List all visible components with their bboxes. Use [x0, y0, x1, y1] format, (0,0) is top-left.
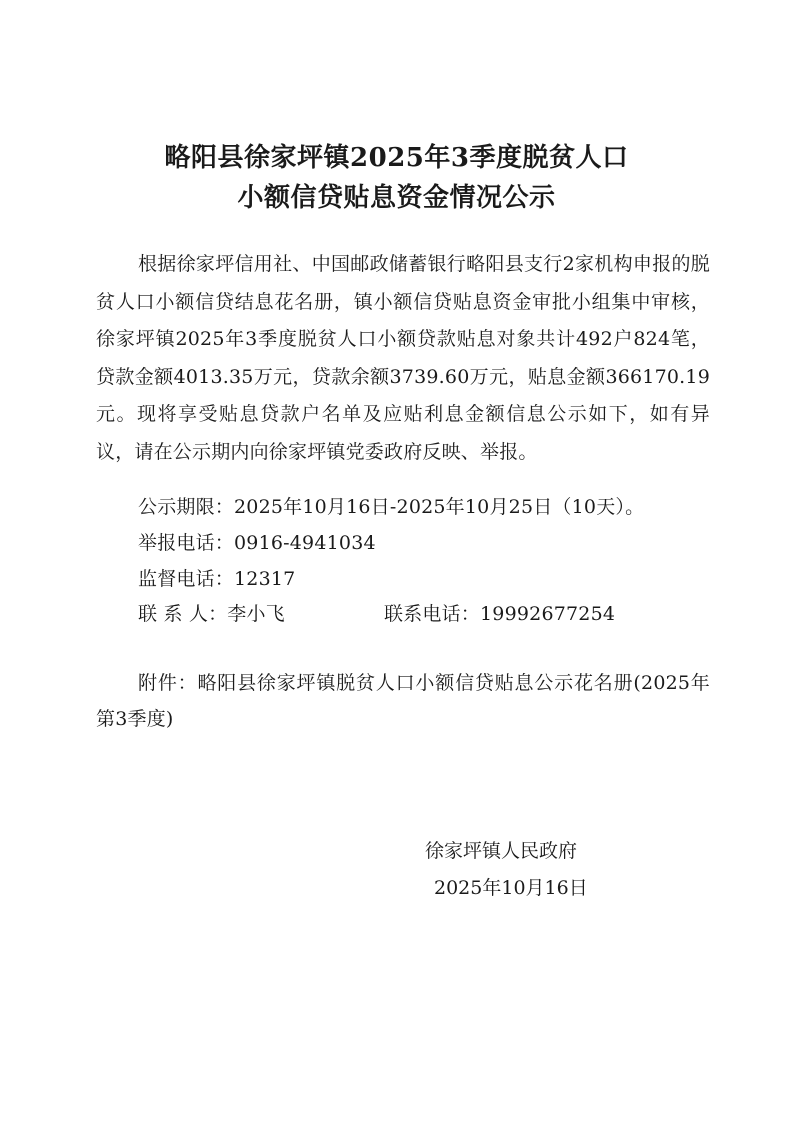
contact-phone: 联系电话：19992677254	[384, 603, 616, 625]
document-title-line-1: 略阳县徐家坪镇2025年3季度脱贫人口	[164, 143, 629, 173]
attachment-note: 附件：略阳县徐家坪镇脱贫人口小额信贷贴息公示花名册(2025年第3季度)	[96, 672, 710, 730]
supervision-phone: 监督电话：12317	[138, 568, 296, 590]
signature-organization: 徐家坪镇人民政府	[425, 840, 578, 862]
contact-person: 联 系 人：李小飞	[138, 603, 285, 625]
body-paragraph: 根据徐家坪信用社、中国邮政储蓄银行略阳县支行2家机构申报的脱贫人口小额信贷结息花名册，镇小额信贷贴息资金审批小组集中审核，徐家坪镇2025年3季度脱贫人口小额贷款贴息对象共计492户824笔，贷款金额4013.35万元，贷款余额3739.60万元，贴息金额366170.19元。现将享受贴息贷款户名单及应贴利息金额信息公示如下，如有异议，请在公示期内向徐家坪镇党委政府反映、举报。	[96, 253, 710, 463]
notice-period: 公示期限：2025年10月16日-2025年10月25日（10天）。	[138, 496, 645, 518]
report-phone: 举报电话：0916-4941034	[138, 532, 376, 554]
document-title-line-2: 小额信贷贴息资金情况公示	[237, 183, 556, 213]
signature-date: 2025年10月16日	[434, 877, 588, 899]
